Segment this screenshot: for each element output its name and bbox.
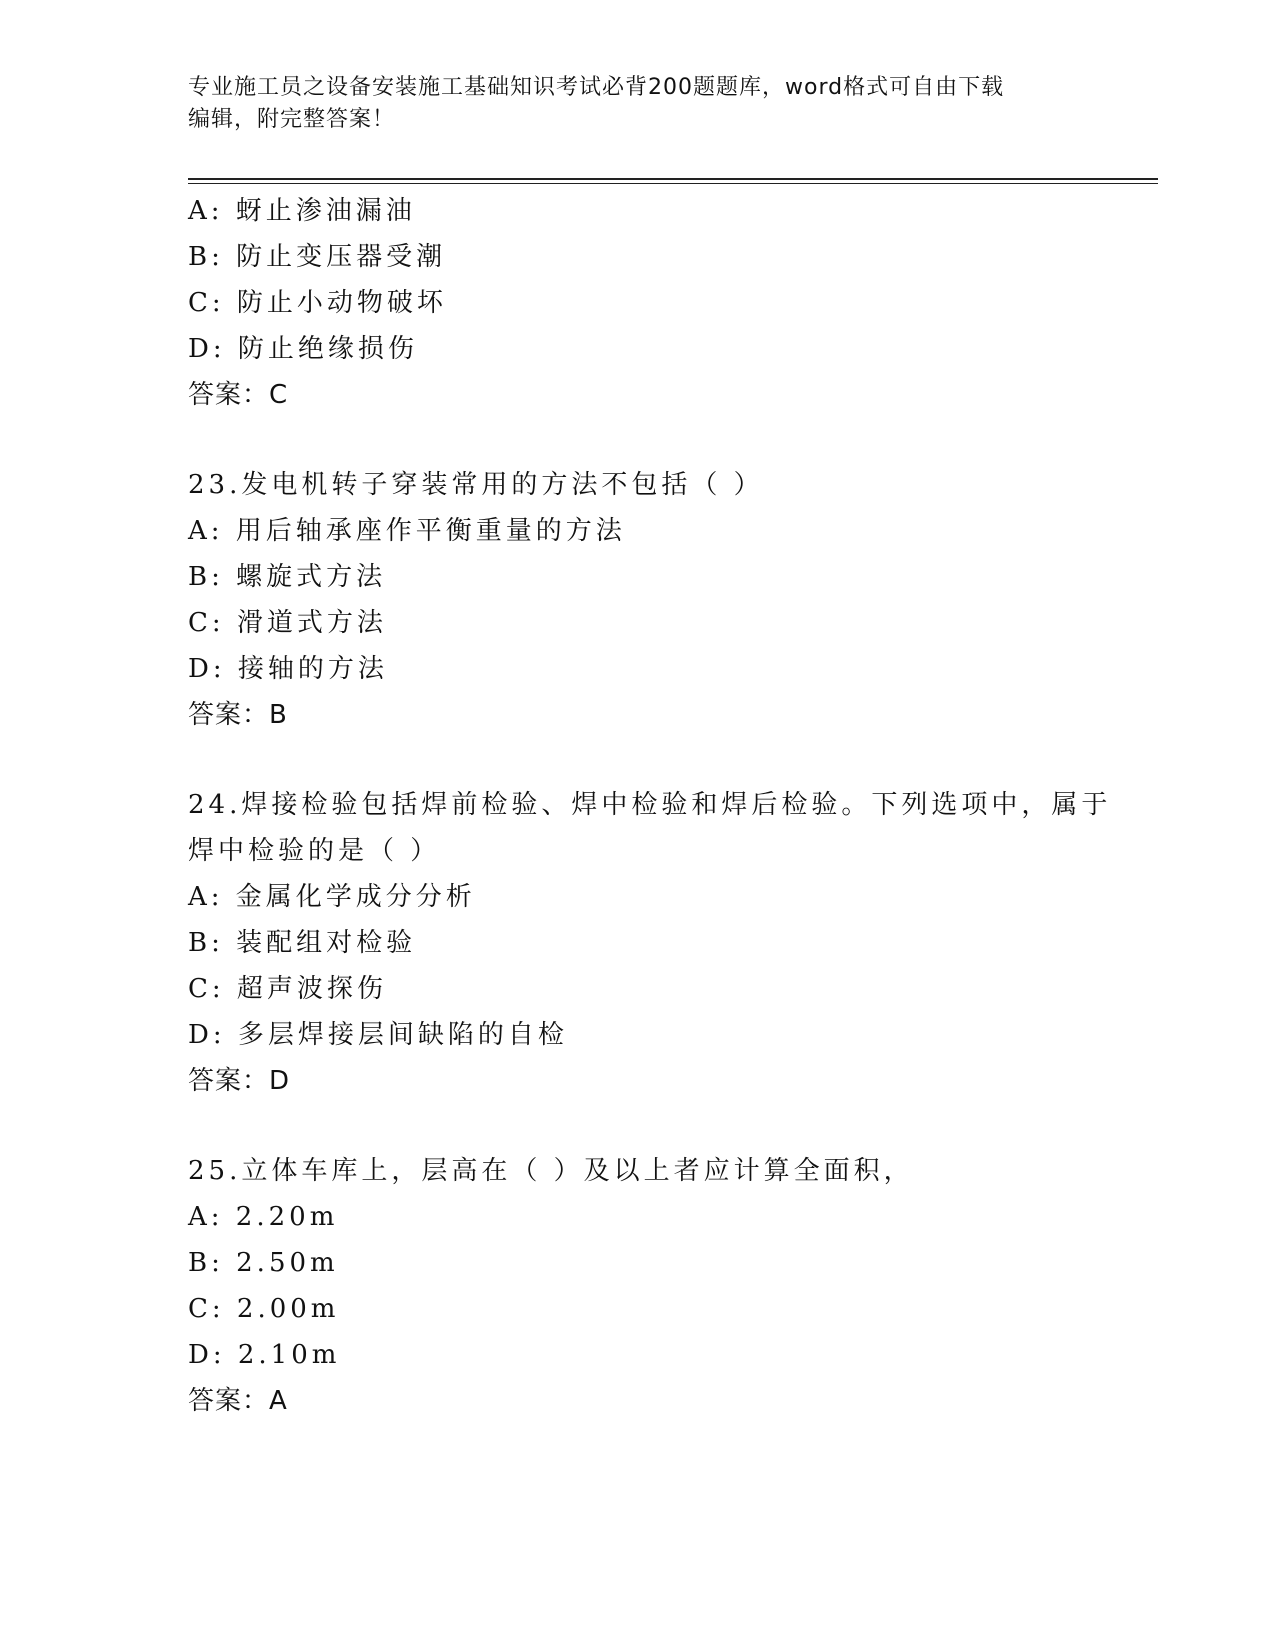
q25-option-a: A: 2.20m <box>188 1202 339 1232</box>
q24-option-a: A: 金属化学成分分析 <box>188 882 476 912</box>
question-25-block <box>188 1148 1088 1424</box>
header-title-line-1: 专业施工员之设备安装施工基础知识考试必背200题题库，word格式可自由下载 <box>188 75 1005 100</box>
header-divider-thick <box>188 178 1158 180</box>
q24-question-line-1: 24.焊接检验包括焊前检验、焊中检验和焊后检验。下列选项中，属于 <box>188 790 1112 820</box>
spacer <box>188 1104 1088 1148</box>
q25-option-b: B: 2.50m <box>188 1248 339 1278</box>
q23-option-b: B: 螺旋式方法 <box>188 562 387 592</box>
question-22-block <box>188 188 1088 418</box>
q23-option-d: D: 接轴的方法 <box>188 654 388 684</box>
question-24-block <box>188 782 1112 1104</box>
q24-question-line-2: 焊中检验的是（ ） <box>188 836 441 866</box>
q23-option-a: A: 用后轴承座作平衡重量的方法 <box>188 516 626 546</box>
q22-option-a: A: 蚜止渗油漏油 <box>188 196 416 226</box>
q22-answer: 答案：C <box>188 380 289 410</box>
spacer <box>188 418 1088 462</box>
q23-question: 23.发电机转子穿装常用的方法不包括（ ） <box>188 470 764 500</box>
q23-answer: 答案：B <box>188 700 288 730</box>
q25-option-d: D: 2.10m <box>188 1340 341 1370</box>
header-title-line-2: 编辑，附完整答案！ <box>188 107 396 132</box>
q25-question: 25.立体车库上，层高在（ ）及以上者应计算全面积， <box>188 1156 914 1186</box>
spacer <box>188 738 1088 782</box>
document-header <box>188 72 1068 136</box>
q24-answer: 答案：D <box>188 1066 291 1096</box>
q24-option-d: D: 多层焊接层间缺陷的自检 <box>188 1020 568 1050</box>
q22-option-d: D: 防止绝缘损伤 <box>188 334 418 364</box>
question-23-block <box>188 462 1088 738</box>
q23-option-c: C: 滑道式方法 <box>188 608 387 638</box>
question-list <box>188 188 1112 1424</box>
q24-option-b: B: 装配组对检验 <box>188 928 417 958</box>
header-divider-thin <box>188 183 1158 184</box>
q25-option-c: C: 2.00m <box>188 1294 340 1324</box>
q25-answer: 答案：A <box>188 1386 288 1416</box>
q22-option-c: C: 防止小动物破坏 <box>188 288 447 318</box>
q22-option-b: B: 防止变压器受潮 <box>188 242 447 272</box>
q24-option-c: C: 超声波探伤 <box>188 974 387 1004</box>
